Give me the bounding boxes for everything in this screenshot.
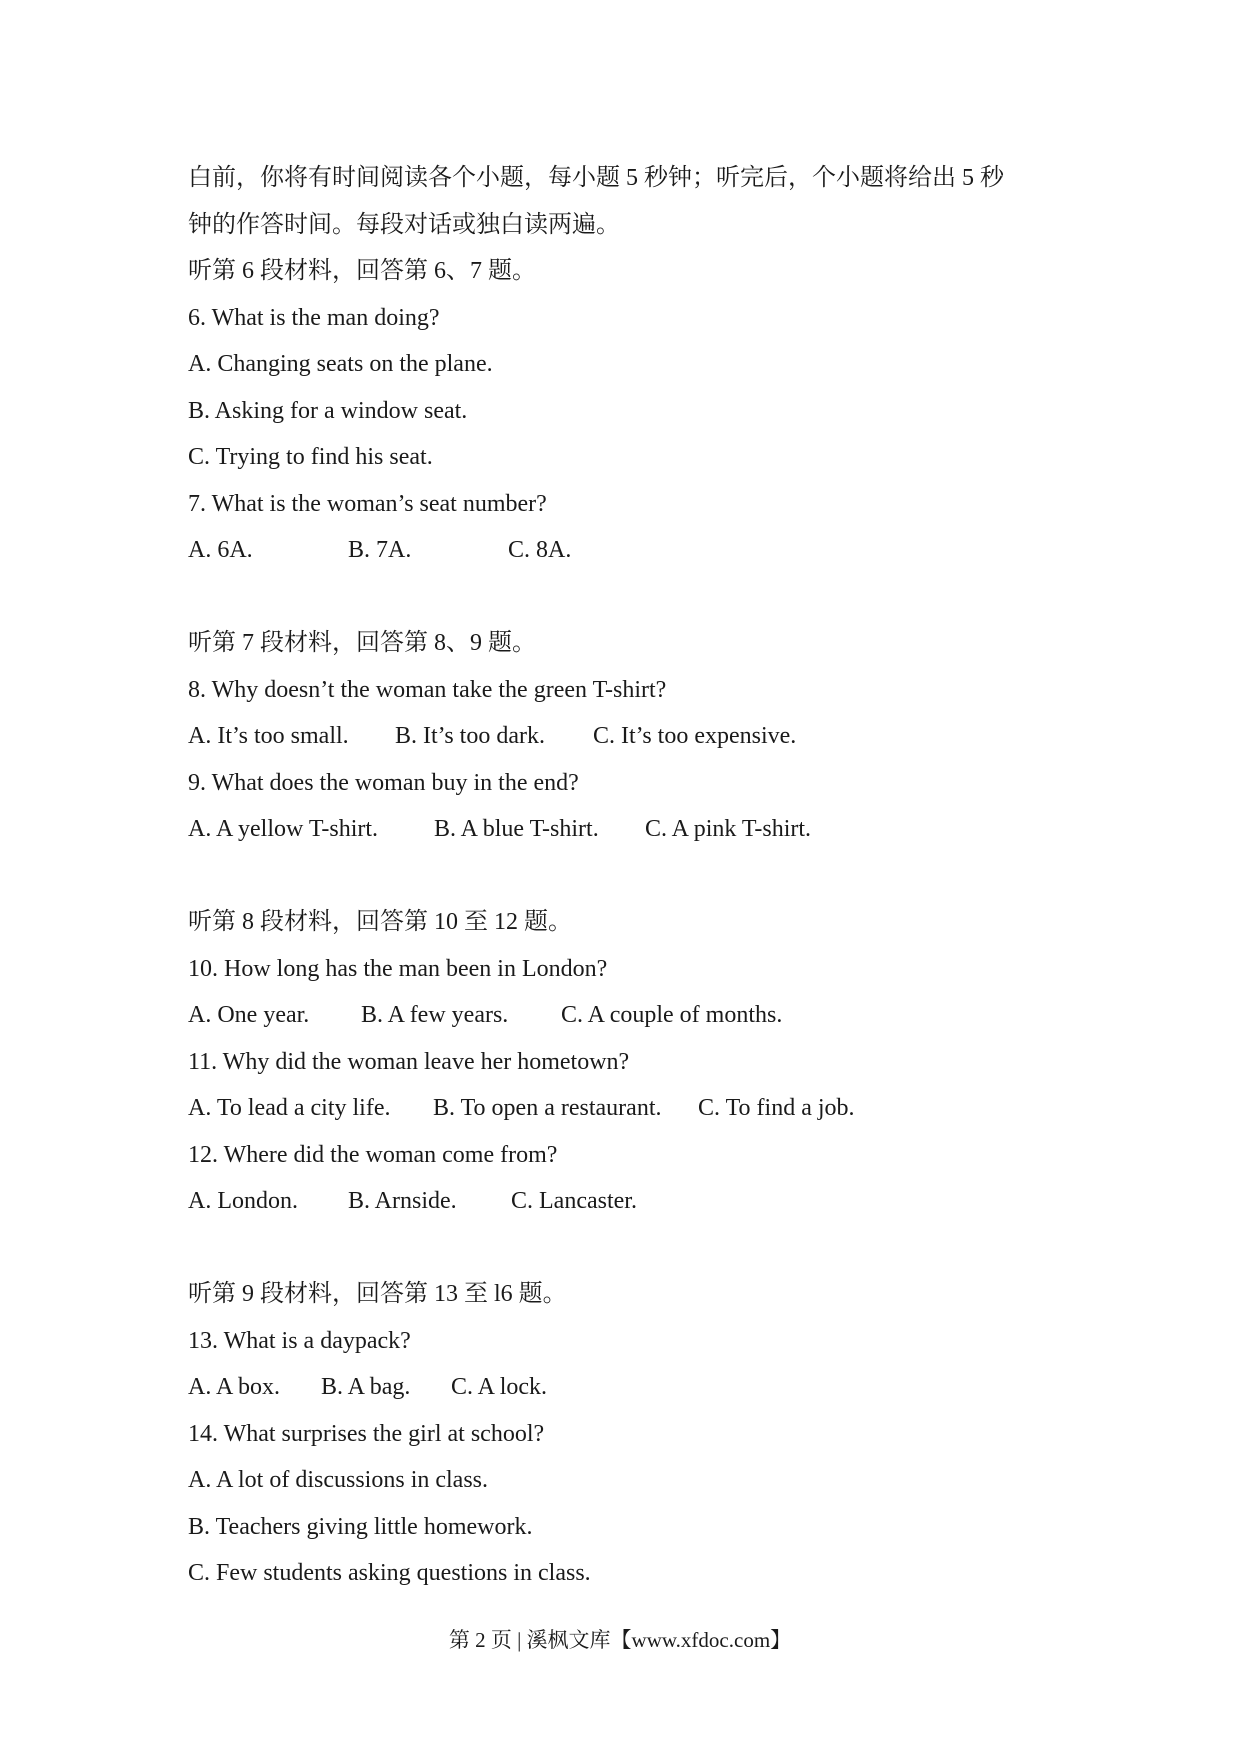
q8-option-a: A. It’s too small. bbox=[188, 723, 349, 749]
q13-options bbox=[188, 1364, 1068, 1411]
q12-option-b: B. Arnside. bbox=[348, 1188, 457, 1214]
section-heading: 听第 7 段材料，回答第 8、9 题。 bbox=[188, 630, 536, 656]
intro-line-1: 白前，你将有时间阅读各个小题，每小题 5 秒钟；听完后，个小题将给出 5 秒 bbox=[188, 165, 1004, 191]
question-9: 9. What does the woman buy in the end? bbox=[188, 769, 579, 796]
q13-option-b: B. A bag. bbox=[321, 1374, 411, 1400]
q7-option-a: A. 6A. bbox=[188, 537, 253, 563]
q10-option-a: A. One year. bbox=[188, 1002, 310, 1028]
q7-options bbox=[188, 527, 1068, 574]
q13-option-c: C. A lock. bbox=[451, 1374, 548, 1400]
q12-option-a: A. London. bbox=[188, 1188, 298, 1214]
spacer bbox=[188, 1225, 1068, 1272]
q12-options bbox=[188, 1178, 1068, 1225]
page-content bbox=[188, 155, 1068, 1597]
page-footer: 第 2 页 | 溪枫文库【www.xfdoc.com】 bbox=[448, 1628, 792, 1652]
q10-option-b: B. A few years. bbox=[361, 1002, 509, 1028]
q7-option-b: B. 7A. bbox=[348, 537, 412, 563]
intro-line-2: 钟的作答时间。每段对话或独白读两遍。 bbox=[188, 211, 620, 238]
question-10: 10. How long has the man been in London? bbox=[188, 955, 608, 982]
q9-option-b: B. A blue T-shirt. bbox=[434, 816, 599, 842]
question-7: 7. What is the woman’s seat number? bbox=[188, 490, 547, 517]
question-6: 6. What is the man doing? bbox=[188, 304, 440, 331]
q11-options bbox=[188, 1085, 1068, 1132]
section-heading: 听第 6 段材料，回答第 6、7 题。 bbox=[188, 258, 536, 284]
question-13: 13. What is a daypack? bbox=[188, 1327, 411, 1354]
q6-option-b: B. Asking for a window seat. bbox=[188, 397, 468, 424]
q8-option-b: B. It’s too dark. bbox=[395, 723, 545, 749]
q11-option-a: A. To lead a city life. bbox=[188, 1095, 391, 1121]
q14-option-c: C. Few students asking questions in class. bbox=[188, 1560, 591, 1586]
spacer bbox=[188, 574, 1068, 621]
q10-options bbox=[188, 992, 1068, 1039]
q8-options bbox=[188, 713, 1068, 760]
question-14: 14. What surprises the girl at school? bbox=[188, 1420, 545, 1447]
question-11: 11. Why did the woman leave her hometown? bbox=[188, 1048, 630, 1075]
question-8: 8. Why doesn’t the woman take the green T-shirt? bbox=[188, 676, 667, 703]
q12-option-c: C. Lancaster. bbox=[511, 1188, 637, 1214]
spacer bbox=[188, 853, 1068, 900]
q9-option-a: A. A yellow T-shirt. bbox=[188, 816, 379, 842]
q7-option-c: C. 8A. bbox=[508, 537, 572, 563]
q11-option-c: C. To find a job. bbox=[698, 1095, 855, 1121]
q6-option-c: C. Trying to find his seat. bbox=[188, 444, 433, 470]
q14-option-a: A. A lot of discussions in class. bbox=[188, 1467, 489, 1493]
q9-option-c: C. A pink T-shirt. bbox=[645, 816, 812, 842]
section-heading: 听第 8 段材料，回答第 10 至 12 题。 bbox=[188, 909, 572, 935]
q13-option-a: A. A box. bbox=[188, 1374, 281, 1400]
q6-option-a: A. Changing seats on the plane. bbox=[188, 351, 493, 377]
q11-option-b: B. To open a restaurant. bbox=[433, 1095, 662, 1121]
q10-option-c: C. A couple of months. bbox=[561, 1002, 783, 1028]
q9-options bbox=[188, 806, 1068, 853]
q14-option-b: B. Teachers giving little homework. bbox=[188, 1513, 533, 1540]
question-12: 12. Where did the woman come from? bbox=[188, 1141, 558, 1168]
section-heading: 听第 9 段材料，回答第 13 至 l6 题。 bbox=[188, 1281, 567, 1307]
q8-option-c: C. It’s too expensive. bbox=[593, 723, 797, 749]
